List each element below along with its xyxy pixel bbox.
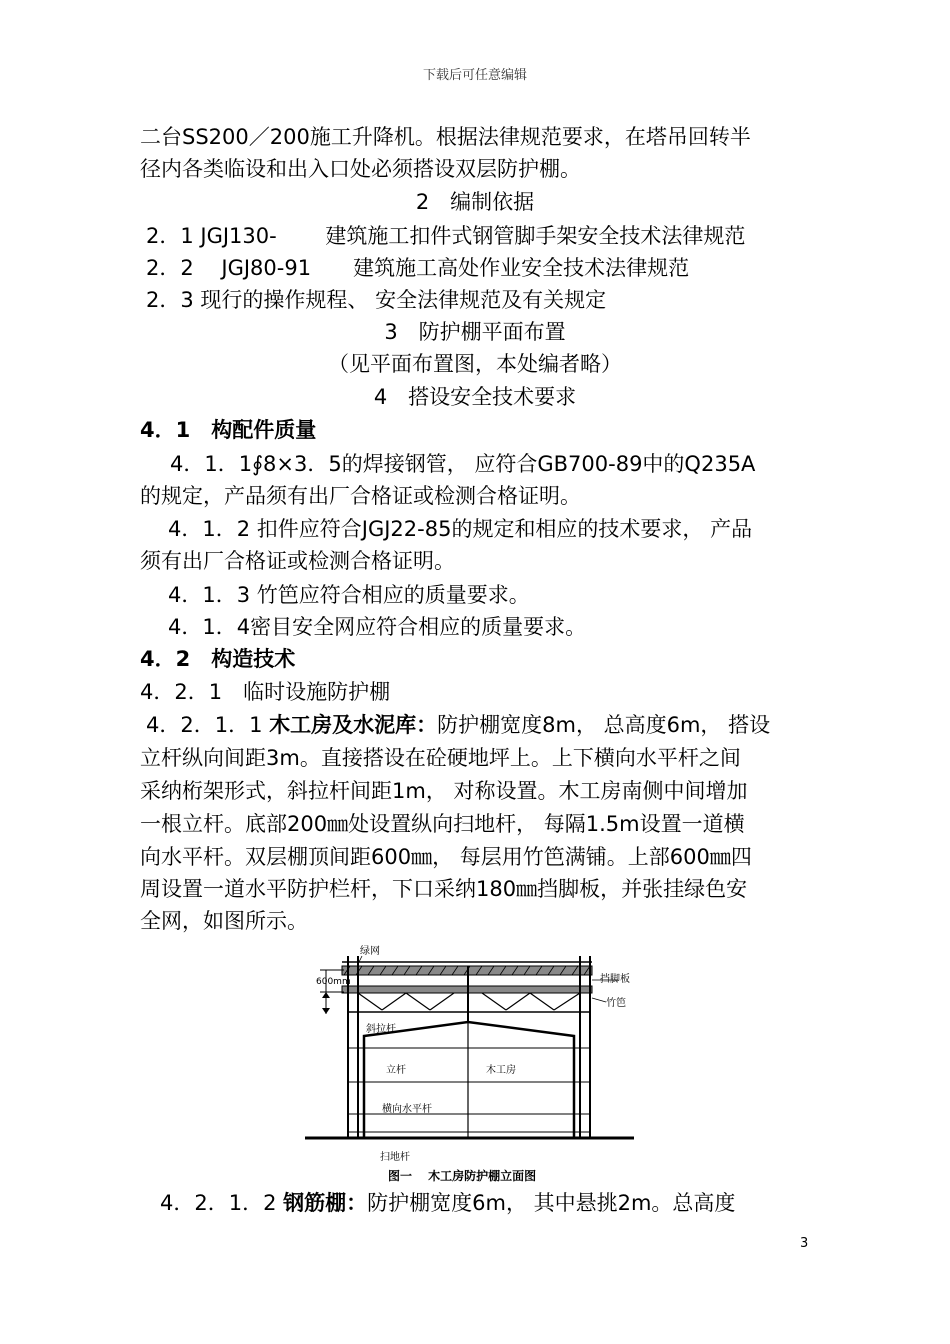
body-line: 采纳桁架形式，斜拉杆间距1m， 对称设置。木工房南侧中间增加 — [140, 779, 748, 803]
section-heading-2: 2 编制依据 — [415, 190, 535, 214]
body-line: 径内各类临设和出入口处必须搭设双层防护棚。 — [140, 157, 581, 181]
label-sweep: 扫地杆 — [380, 1152, 410, 1163]
reference-item: 2．1 JGJ130- 建筑施工扣件式钢管脚手架安全技术法律规范 — [146, 224, 746, 248]
subsection-heading-4-2-1: 4．2．1 临时设施防护棚 — [140, 680, 391, 704]
label-pole: 立杆 — [386, 1065, 406, 1076]
body-line: 须有出厂合格证或检测合格证明。 — [140, 549, 455, 573]
label-horizontal: 横向水平杆 — [382, 1104, 432, 1115]
item-title: 钢筋棚： — [283, 1191, 368, 1215]
body-line: 二台SS200／200施工升降机。根据法律规范要求，在塔吊回转半 — [140, 125, 751, 149]
paragraph-4-2-1-1-first-line — [146, 710, 770, 740]
label-room: 木工房 — [486, 1065, 516, 1076]
item-number: 4．2．1．2 — [160, 1191, 284, 1215]
label-bamboo: 竹笆 — [606, 998, 626, 1009]
reference-item: 2．3 现行的操作规程、 安全法律规范及有关规定 — [146, 288, 607, 312]
item-title: 木工房及水泥库： — [269, 713, 438, 737]
body-line: 4．1．3 竹笆应符合相应的质量要求。 — [168, 583, 530, 607]
body-line: 向水平杆。双层棚顶间距600㎜， 每层用竹笆满铺。上部600㎜四 — [140, 845, 752, 869]
item-text: 防护棚宽度8m， 总高度6m， 搭设 — [437, 713, 771, 737]
page-number: 3 — [800, 1236, 809, 1251]
item-text: 防护棚宽度6m， 其中悬挑2m。总高度 — [367, 1191, 736, 1215]
section-heading-4: 4 搭设安全技术要求 — [373, 385, 577, 409]
body-line: 4．1．1∮8×3．5的焊接钢管， 应符合GB700-89中的Q235A — [170, 452, 756, 476]
body-line: 全网，如图所示。 — [140, 909, 308, 933]
section-note: （见平面布置图，本处编者略） — [328, 352, 622, 376]
horizontal-bars — [348, 1048, 590, 1132]
label-net: 绿网 — [360, 946, 380, 957]
reference-item: 2．2 JGJ80-91 建筑施工高处作业安全技术法律规范 — [146, 256, 690, 280]
elevation-figure — [300, 942, 640, 1192]
label-diagonal: 斜拉杆 — [366, 1024, 396, 1035]
dimension-arrow — [322, 992, 330, 998]
body-line: 立杆纵向间距3m。直接搭设在砼硬地坪上。上下横向水平杆之间 — [140, 746, 741, 770]
body-line: 的规定，产品须有出厂合格证或检测合格证明。 — [140, 484, 581, 508]
label-600mm: 600mm — [316, 977, 351, 987]
item-number: 4．2．1．1 — [146, 713, 270, 737]
label-toeboard: 挡脚板 — [600, 974, 630, 985]
section-heading-3: 3 防护棚平面布置 — [384, 320, 566, 344]
figure-caption: 图一 木工房防护棚立面图 — [388, 1169, 537, 1183]
dimension-arrow — [322, 1008, 330, 1014]
paragraph-4-2-1-2-first-line — [160, 1188, 735, 1218]
body-line: 一根立杆。底部200㎜处设置纵向扫地杆， 每隔1.5m设置一道横 — [140, 812, 745, 836]
body-line: 4．1．4密目安全网应符合相应的质量要求。 — [168, 615, 587, 639]
subsection-heading-4-2: 4．2 构造技术 — [140, 647, 296, 671]
body-line: 4．1．2 扣件应符合JGJ22-85的规定和相应的技术要求， 产品 — [168, 517, 753, 541]
page-header: 下载后可任意编辑 — [422, 68, 527, 83]
building-outline — [364, 1022, 574, 1138]
subsection-heading-4-1: 4．1 构配件质量 — [140, 418, 317, 442]
body-line: 周设置一道水平防护栏杆，下口采纳180㎜挡脚板，并张挂绿色安 — [140, 877, 748, 901]
